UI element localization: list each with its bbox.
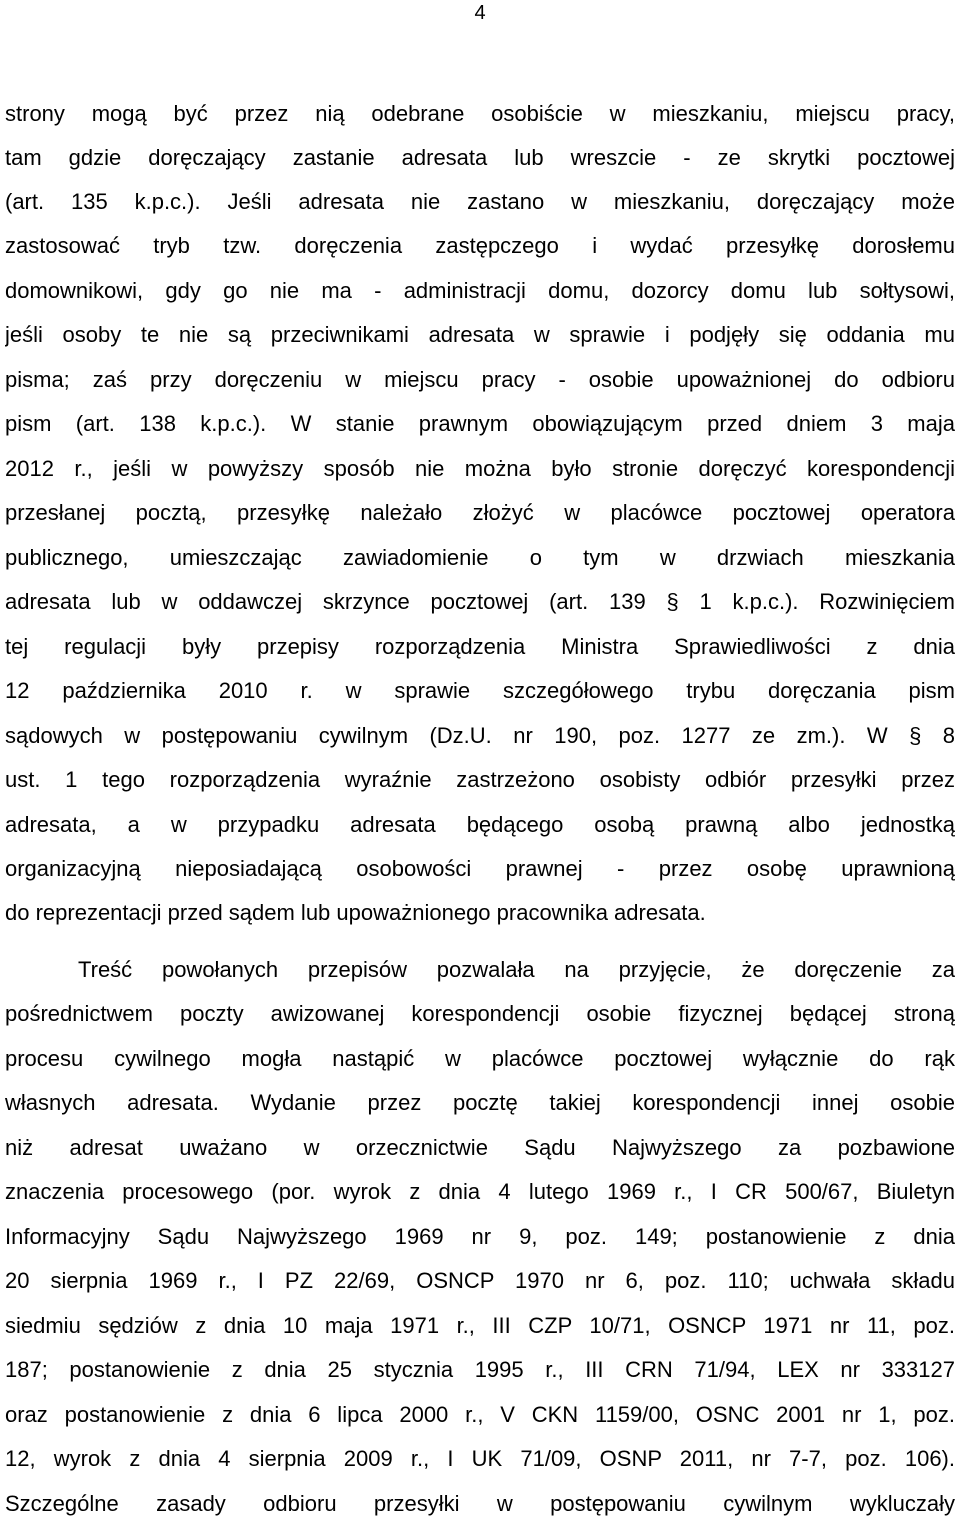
text-line: Szczególne zasady odbioru przesyłki w postępowaniu cywilnym wykluczały — [5, 1491, 955, 1516]
text-line: 20 sierpnia 1969 r., I PZ 22/69, OSNCP 1970 nr 6, poz. 110; uchwała składu — [5, 1268, 955, 1293]
text-line: zastosować tryb tzw. doręczenia zastępczego i wydać przesyłkę dorosłemu — [5, 233, 955, 258]
text-line: 12, wyrok z dnia 4 sierpnia 2009 r., I UK 71/09, OSNP 2011, nr 7-7, poz. 106). — [5, 1446, 955, 1471]
text-line: strony mogą być przez nią odebrane osobiście w mieszkaniu, miejscu pracy, — [5, 101, 955, 126]
text-line: pośrednictwem poczty awizowanej korespondencji osobie fizycznej będącej stroną — [5, 1001, 955, 1026]
text-line: 12 października 2010 r. w sprawie szczegółowego trybu doręczania pism — [5, 678, 955, 703]
text-line: własnych adresata. Wydanie przez pocztę takiej korespondencji innej osobie — [5, 1090, 955, 1115]
text-line: pisma; zaś przy doręczeniu w miejscu pracy - osobie upoważnionej do odbioru — [5, 367, 955, 392]
text-line: jeśli osoby te nie są przeciwnikami adresata w sprawie i podjęły się oddania mu — [5, 322, 955, 347]
text-line: (art. 135 k.p.c.). Jeśli adresata nie zastano w mieszkaniu, doręczający może — [5, 189, 955, 214]
text-line: do reprezentacji przed sądem lub upoważnionego pracownika adresata. — [5, 900, 706, 925]
text-line: Treść powołanych przepisów pozwalała na przyjęcie, że doręczenie za — [78, 957, 955, 982]
text-line: pism (art. 138 k.p.c.). W stanie prawnym obowiązującym przed dniem 3 maja — [5, 411, 955, 436]
text-line: niż adresat uważano w orzecznictwie Sądu Najwyższego za pozbawione — [5, 1135, 955, 1160]
text-line: tej regulacji były przepisy rozporządzenia Ministra Sprawiedliwości z dnia — [5, 634, 955, 659]
text-line: sądowych w postępowaniu cywilnym (Dz.U. nr 190, poz. 1277 ze zm.). W § 8 — [5, 723, 955, 748]
text-line: domownikowi, gdy go nie ma - administracji domu, dozorcy domu lub sołtysowi, — [5, 278, 955, 303]
text-line: przesłanej pocztą, przesyłkę należało złożyć w placówce pocztowej operatora — [5, 500, 955, 525]
text-line: tam gdzie doręczający zastanie adresata lub wreszcie - ze skrytki pocztowej — [5, 145, 955, 170]
text-line: organizacyjną nieposiadającą osobowości prawnej - przez osobę uprawnioną — [5, 856, 955, 881]
text-line: siedmiu sędziów z dnia 10 maja 1971 r., III CZP 10/71, OSNCP 1971 nr 11, poz. — [5, 1313, 955, 1338]
text-line: adresata lub w oddawczej skrzynce pocztowej (art. 139 § 1 k.p.c.). Rozwinięciem — [5, 589, 955, 614]
text-line: adresata, a w przypadku adresata będącego osobą prawną albo jednostką — [5, 812, 955, 837]
text-line: znaczenia procesowego (por. wyrok z dnia 4 lutego 1969 r., I CR 500/67, Biuletyn — [5, 1179, 955, 1204]
text-line: procesu cywilnego mogła nastąpić w placówce pocztowej wyłącznie do rąk — [5, 1046, 955, 1071]
text-line: 2012 r., jeśli w powyższy sposób nie można było stronie doręczyć korespondencji — [5, 456, 955, 481]
text-line: 187; postanowienie z dnia 25 stycznia 1995 r., III CRN 71/94, LEX nr 333127 — [5, 1357, 955, 1382]
text-line: ust. 1 tego rozporządzenia wyraźnie zastrzeżono osobisty odbiór przesyłki przez — [5, 767, 955, 792]
text-line: publicznego, umieszczając zawiadomienie o tym w drzwiach mieszkania — [5, 545, 955, 570]
text-line: oraz postanowienie z dnia 6 lipca 2000 r., V CKN 1159/00, OSNC 2001 nr 1, poz. — [5, 1402, 955, 1427]
text-line: Informacyjny Sądu Najwyższego 1969 nr 9, poz. 149; postanowienie z dnia — [5, 1224, 955, 1249]
page-number: 4 — [474, 2, 486, 24]
